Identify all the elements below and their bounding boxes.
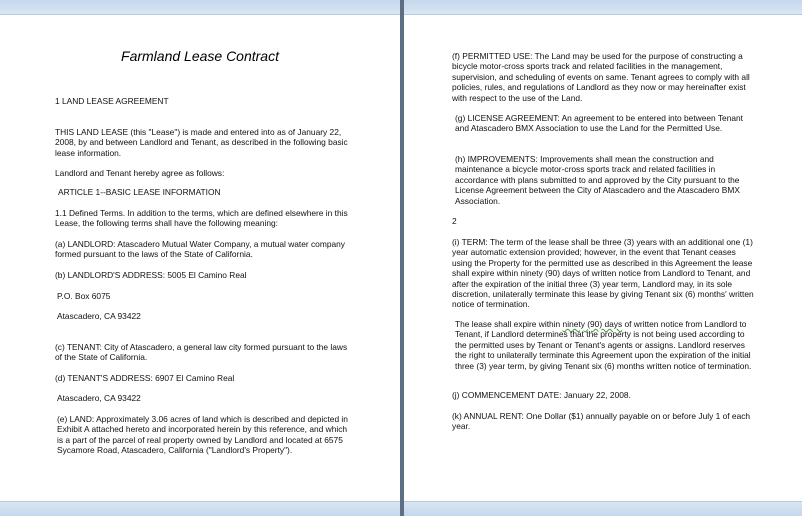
commencement-date-paragraph: (j) COMMENCEMENT DATE: January 22, 2008. — [452, 390, 631, 400]
tenant-address-line: (d) TENANT'S ADDRESS: 6907 El Camino Real — [55, 373, 235, 383]
defined-terms-paragraph: 1.1 Defined Terms. In addition to the terms, which are defined elsewhere in this Lease, the following terms shall have the following meaning: — [55, 208, 348, 229]
tenant-city: Atascadero, CA 93422 — [57, 393, 141, 403]
page-bottom-margin — [404, 501, 802, 516]
grammar-squiggle: ninety (90) days — [562, 319, 623, 329]
expiration-paragraph — [455, 319, 758, 371]
document-page-right — [404, 0, 802, 516]
page-bottom-margin — [0, 501, 400, 516]
page-content-right — [404, 0, 802, 516]
landlord-paragraph: (a) LANDLORD: Atascadero Mutual Water Company, a mutual water company formed pursuant to the laws of the State of California. — [55, 239, 345, 260]
expiration-text-end: of written notice from Landlord to Tenant, if Landlord determines that the property is not being used according to the permitted uses by Tenant or Tenant's agents or assigns. Landlord reserves the right to unilaterally terminate this Agreement upon the expiration of the initial three (3) year term, by giving Tenant six (6) months written notice of termination. — [455, 319, 752, 371]
agree-paragraph: Landlord and Tenant hereby agree as follows: — [55, 168, 225, 178]
intro-paragraph: THIS LAND LEASE (this "Lease") is made and entered into as of January 22, 2008, by and between Landlord and Tenant, as described in the following basic lease information. — [55, 127, 348, 158]
landlord-city: Atascadero, CA 93422 — [57, 311, 141, 321]
term-paragraph: (i) TERM: The term of the lease shall be three (3) years with an additional one (1) year automatic extension provided; however, in the event that Tenant ceases using the Property for the permitted use as described in this Agreement the lease shall expire within ninety (90) days of written notice from Landlord to Tenant, and after the expiration of the initial three (3) year term, Landlord may, in its sole discretion, unilaterally terminate this lease by giving Tenant six (6) months' written notice of termination. — [452, 237, 754, 310]
document-title: Farmland Lease Contract — [121, 48, 279, 64]
section-heading: 1 LAND LEASE AGREEMENT — [55, 96, 169, 106]
article-heading: ARTICLE 1--BASIC LEASE INFORMATION — [58, 187, 221, 197]
document-page-left — [0, 0, 400, 516]
permitted-use-paragraph: (f) PERMITTED USE: The Land may be used for the purpose of constructing a bicycle motor-cross sports track and related facilities in the management, supervision, and scheduling of events on same. Tenant agrees to comply with all policies, rules, and regulations of Landlord as they now or may hereinafter exist with respect to the use of the Land. — [452, 51, 750, 103]
page-number: 2 — [452, 216, 457, 226]
tenant-paragraph: (c) TENANT: City of Atascadero, a general law city formed pursuant to the laws of the State of California. — [55, 342, 348, 363]
license-agreement-paragraph: (g) LICENSE AGREEMENT: An agreement to be entered into between Tenant and Atascadero BMX Association to use the Land for the Permitted Use. — [455, 113, 744, 134]
expiration-text-start: The lease shall expire within — [455, 319, 563, 329]
page-content-left — [0, 0, 400, 516]
improvements-paragraph: (h) IMPROVEMENTS: Improvements shall mean the construction and maintenance a bicycle motor-cross sports track and related facilities in accordance with plans submitted to and approved by the City pursuant to the License Agreement between the City of Atascadero and the Atascadero BMX Association. — [455, 154, 740, 206]
land-paragraph: (e) LAND: Approximately 3.06 acres of land which is described and depicted in Exhibit A attached hereto and incorporated herein by this reference, and which is a part of the parcel of real property owned by Landlord and located at 6575 Sycamore Road, Atascadero, California ("Landlord's Property"). — [57, 414, 348, 456]
annual-rent-paragraph: (k) ANNUAL RENT: One Dollar ($1) annually payable on or before July 1 of each year. — [452, 411, 751, 432]
landlord-po-box: P.O. Box 6075 — [57, 291, 111, 301]
landlord-address-line: (b) LANDLORD'S ADDRESS: 5005 El Camino Real — [55, 270, 247, 280]
